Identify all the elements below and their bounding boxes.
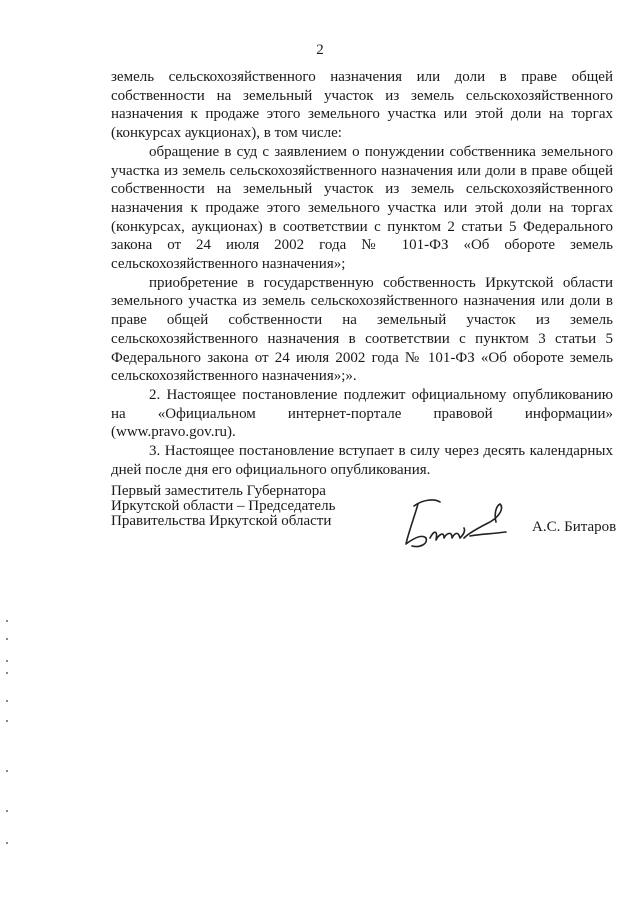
paragraph-continuation: земель сельскохозяйственного назначения или доли в праве общей собственности на земельный участок из земель сельскохозяйственного назначения к продаже этого земельного участка или этой доли на торгах (конкурсах аукционах), в том числе: <box>111 69 613 142</box>
handwritten-signature <box>400 494 510 554</box>
signatory-title-line: Иркутской области – Председатель <box>111 498 336 514</box>
paragraph-state-acquisition: приобретение в государственную собственность Иркутской области земельного участка из земель сельскохозяйственного назначения или доли в праве общей собственности на земельный участок из земель сельскохозяйственного назначения в соответствии с пунктом 3 статьи 5 Федерального закона от 24 июля 2002 года № 101-ФЗ «Об обороте земель сельскохозяйственного назначения»;». <box>111 274 613 385</box>
signatory-title <box>111 484 335 529</box>
paragraph-effective-date: 3. Настоящее постановление вступает в силу через десять календарных дней после дня его официального опубликования. <box>111 443 613 478</box>
document-body <box>111 68 613 479</box>
paragraph-court-appeal: обращение в суд с заявлением о понуждении собственника земельного участка из земель сельскохозяйственного назначения или доли в праве общей собственности на земельный участок из земель сельскохозяйственного назначения к продаже этого земельного участка или этой доли на торгах (конкурсах, аукционах) в соответствии с пунктом 2 статьи 5 Федерального закона от 24 июля 2002 года № 101-ФЗ «Об обороте земель сельскохозяйственного назначения»; <box>111 143 613 273</box>
paragraph-publication: 2. Настоящее постановление подлежит официальному опубликованию на «Официальном интернет-портале правовой информации» (www.pravo.gov.ru). <box>111 386 613 441</box>
signatory-name: А.С. Битаров <box>532 519 617 535</box>
signatory-title-line: Правительства Иркутской области <box>111 513 332 529</box>
page-number: 2 <box>316 42 324 58</box>
signatory-title-line: Первый заместитель Губернатора <box>111 483 326 499</box>
scan-artifacts <box>6 620 10 850</box>
